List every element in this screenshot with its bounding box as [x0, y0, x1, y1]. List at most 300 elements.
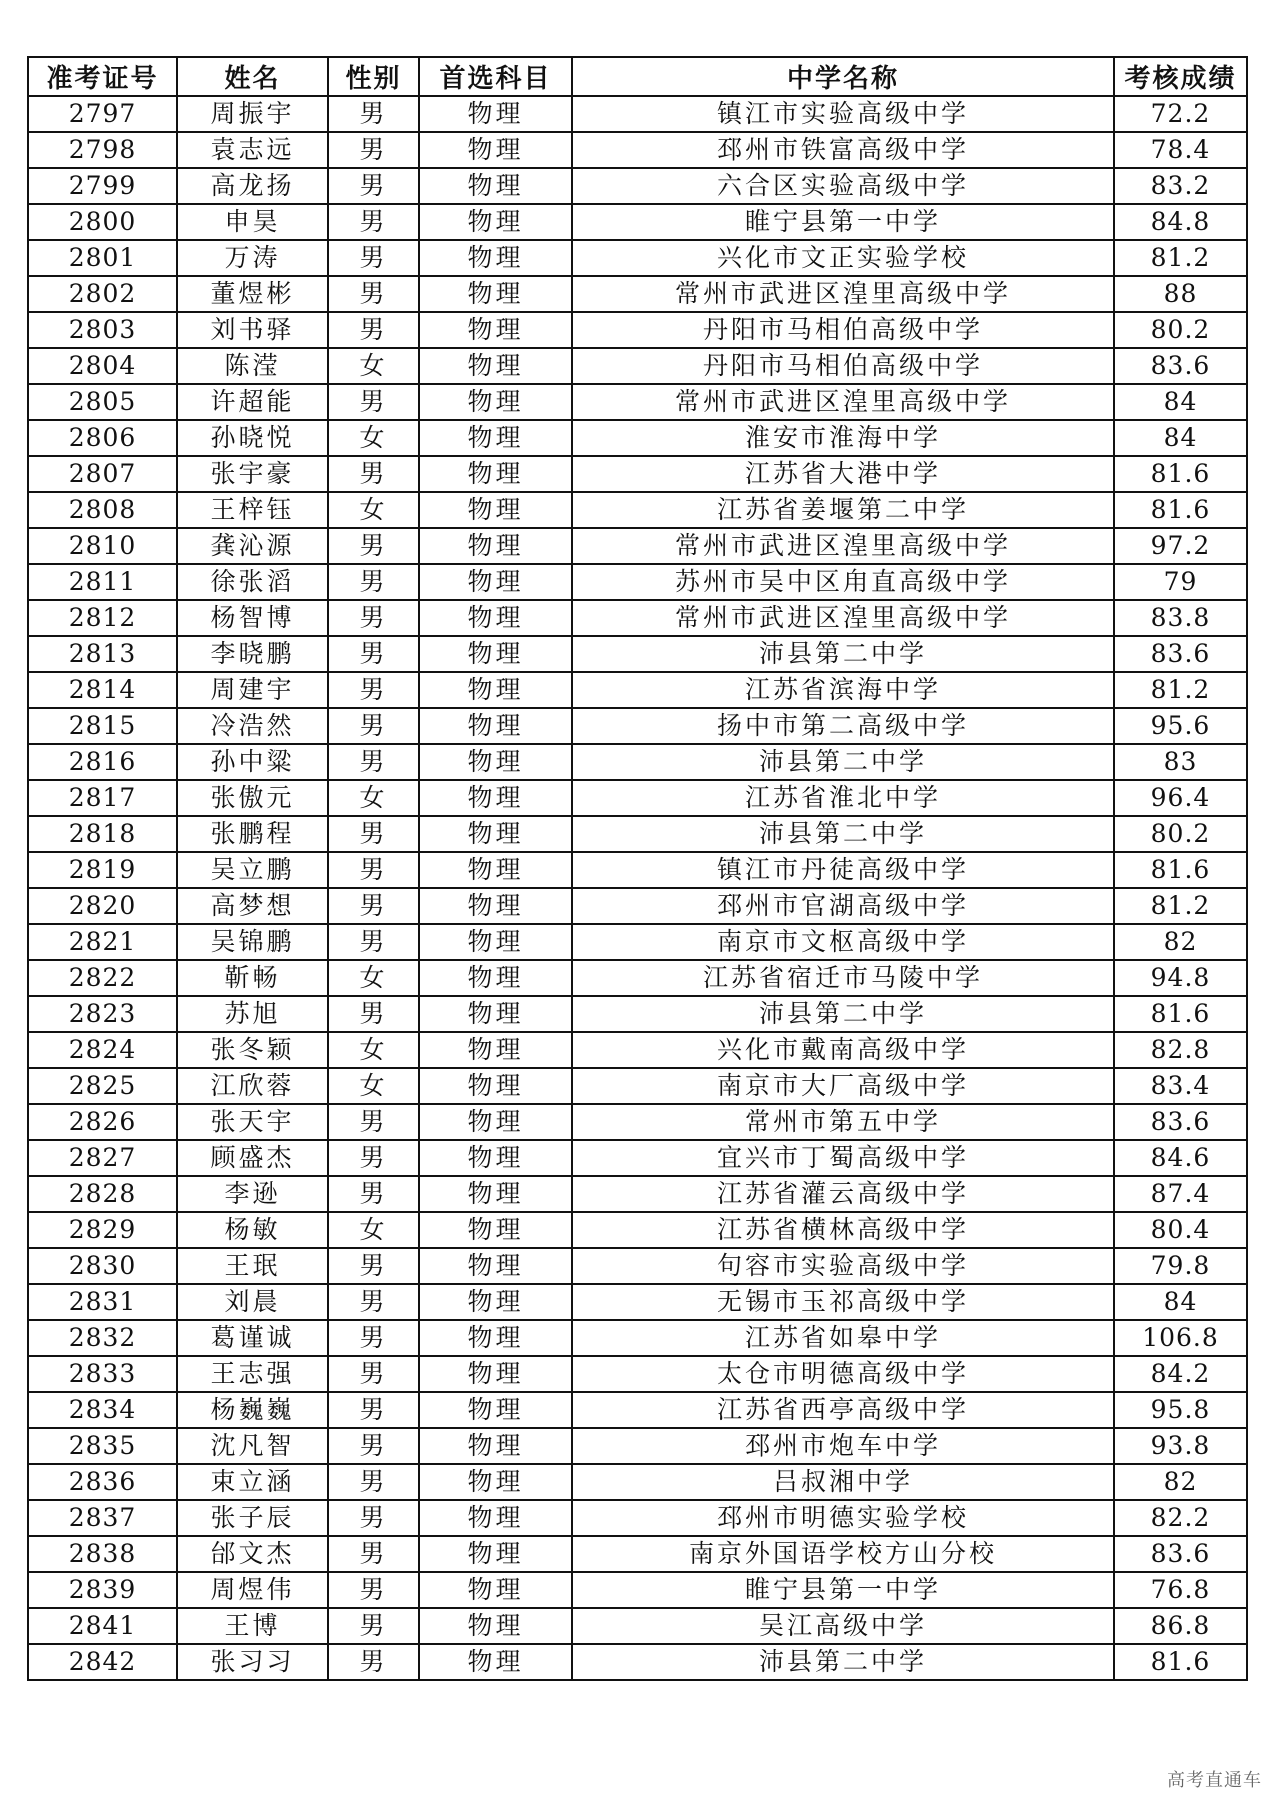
table-row: [28, 1356, 1247, 1392]
cell-school: 六合区实验高级中学: [572, 168, 1114, 204]
cell-score: 81.6: [1114, 1644, 1247, 1680]
table-row: [28, 1284, 1247, 1320]
cell-school: 邳州市炮车中学: [572, 1428, 1114, 1464]
cell-school: 吕叔湘中学: [572, 1464, 1114, 1500]
cell-gender: 女: [328, 348, 419, 384]
cell-exam-id: 2814: [28, 672, 177, 708]
cell-gender: 男: [328, 1428, 419, 1464]
cell-school: 太仓市明德高级中学: [572, 1356, 1114, 1392]
table-row: [28, 1140, 1247, 1176]
cell-score: 76.8: [1114, 1572, 1247, 1608]
cell-name: 许超能: [177, 384, 328, 420]
cell-gender: 男: [328, 1320, 419, 1356]
cell-school: 丹阳市马相伯高级中学: [572, 348, 1114, 384]
cell-name: 张冬颖: [177, 1032, 328, 1068]
table-row: [28, 852, 1247, 888]
table-row: [28, 780, 1247, 816]
cell-name: 李逊: [177, 1176, 328, 1212]
cell-gender: 男: [328, 1644, 419, 1680]
cell-subject: 物理: [419, 960, 572, 996]
cell-score: 84.2: [1114, 1356, 1247, 1392]
cell-exam-id: 2838: [28, 1536, 177, 1572]
cell-exam-id: 2807: [28, 456, 177, 492]
cell-exam-id: 2826: [28, 1104, 177, 1140]
table-row: [28, 312, 1247, 348]
table-row: [28, 132, 1247, 168]
cell-gender: 女: [328, 1212, 419, 1248]
header-subject: 首选科目: [419, 57, 572, 96]
cell-subject: 物理: [419, 384, 572, 420]
cell-exam-id: 2800: [28, 204, 177, 240]
cell-gender: 男: [328, 1248, 419, 1284]
cell-subject: 物理: [419, 1572, 572, 1608]
table-row: [28, 996, 1247, 1032]
cell-gender: 男: [328, 1536, 419, 1572]
cell-name: 周建宇: [177, 672, 328, 708]
cell-school: 宜兴市丁蜀高级中学: [572, 1140, 1114, 1176]
table-row: [28, 1392, 1247, 1428]
cell-score: 84.6: [1114, 1140, 1247, 1176]
cell-exam-id: 2834: [28, 1392, 177, 1428]
cell-exam-id: 2816: [28, 744, 177, 780]
cell-school: 句容市实验高级中学: [572, 1248, 1114, 1284]
cell-subject: 物理: [419, 492, 572, 528]
cell-score: 81.6: [1114, 456, 1247, 492]
cell-score: 79.8: [1114, 1248, 1247, 1284]
cell-gender: 男: [328, 1104, 419, 1140]
cell-exam-id: 2841: [28, 1608, 177, 1644]
cell-school: 江苏省姜堰第二中学: [572, 492, 1114, 528]
cell-score: 80.4: [1114, 1212, 1247, 1248]
cell-score: 86.8: [1114, 1608, 1247, 1644]
table-row: [28, 240, 1247, 276]
cell-exam-id: 2820: [28, 888, 177, 924]
cell-subject: 物理: [419, 132, 572, 168]
cell-school: 江苏省大港中学: [572, 456, 1114, 492]
table-row: [28, 1644, 1247, 1680]
cell-subject: 物理: [419, 276, 572, 312]
cell-gender: 男: [328, 816, 419, 852]
cell-exam-id: 2808: [28, 492, 177, 528]
table-row: [28, 636, 1247, 672]
cell-gender: 男: [328, 384, 419, 420]
header-exam-id: 准考证号: [28, 57, 177, 96]
cell-subject: 物理: [419, 600, 572, 636]
cell-school: 常州市第五中学: [572, 1104, 1114, 1140]
cell-exam-id: 2812: [28, 600, 177, 636]
cell-exam-id: 2825: [28, 1068, 177, 1104]
cell-school: 镇江市实验高级中学: [572, 96, 1114, 132]
table-row: [28, 1032, 1247, 1068]
cell-gender: 男: [328, 924, 419, 960]
cell-school: 南京市文枢高级中学: [572, 924, 1114, 960]
cell-school: 南京外国语学校方山分校: [572, 1536, 1114, 1572]
cell-name: 张宇豪: [177, 456, 328, 492]
cell-school: 无锡市玉祁高级中学: [572, 1284, 1114, 1320]
cell-score: 95.6: [1114, 708, 1247, 744]
cell-school: 邳州市铁富高级中学: [572, 132, 1114, 168]
cell-subject: 物理: [419, 420, 572, 456]
cell-name: 王志强: [177, 1356, 328, 1392]
cell-score: 84: [1114, 420, 1247, 456]
cell-school: 沛县第二中学: [572, 816, 1114, 852]
cell-exam-id: 2813: [28, 636, 177, 672]
cell-exam-id: 2828: [28, 1176, 177, 1212]
cell-gender: 男: [328, 1392, 419, 1428]
cell-school: 兴化市文正实验学校: [572, 240, 1114, 276]
cell-gender: 男: [328, 204, 419, 240]
cell-name: 靳畅: [177, 960, 328, 996]
cell-subject: 物理: [419, 744, 572, 780]
table-row: [28, 456, 1247, 492]
cell-name: 张习习: [177, 1644, 328, 1680]
cell-name: 周振宇: [177, 96, 328, 132]
cell-exam-id: 2822: [28, 960, 177, 996]
cell-gender: 男: [328, 996, 419, 1032]
cell-score: 81.2: [1114, 888, 1247, 924]
cell-exam-id: 2818: [28, 816, 177, 852]
table-row: [28, 744, 1247, 780]
cell-name: 陈滢: [177, 348, 328, 384]
cell-school: 扬中市第二高级中学: [572, 708, 1114, 744]
cell-school: 江苏省如皋中学: [572, 1320, 1114, 1356]
cell-score: 88: [1114, 276, 1247, 312]
cell-gender: 男: [328, 888, 419, 924]
cell-name: 王珉: [177, 1248, 328, 1284]
cell-score: 82: [1114, 1464, 1247, 1500]
cell-name: 苏旭: [177, 996, 328, 1032]
cell-exam-id: 2815: [28, 708, 177, 744]
header-school: 中学名称: [572, 57, 1114, 96]
cell-score: 83.6: [1114, 1536, 1247, 1572]
cell-score: 81.2: [1114, 672, 1247, 708]
cell-exam-id: 2810: [28, 528, 177, 564]
cell-score: 84: [1114, 1284, 1247, 1320]
cell-school: 睢宁县第一中学: [572, 204, 1114, 240]
cell-school: 江苏省西亭高级中学: [572, 1392, 1114, 1428]
cell-subject: 物理: [419, 528, 572, 564]
cell-score: 83.6: [1114, 348, 1247, 384]
cell-subject: 物理: [419, 1176, 572, 1212]
table-row: [28, 492, 1247, 528]
cell-score: 97.2: [1114, 528, 1247, 564]
cell-name: 邰文杰: [177, 1536, 328, 1572]
cell-score: 93.8: [1114, 1428, 1247, 1464]
cell-score: 94.8: [1114, 960, 1247, 996]
cell-exam-id: 2806: [28, 420, 177, 456]
cell-score: 83.4: [1114, 1068, 1247, 1104]
cell-school: 邳州市明德实验学校: [572, 1500, 1114, 1536]
cell-school: 淮安市淮海中学: [572, 420, 1114, 456]
cell-score: 106.8: [1114, 1320, 1247, 1356]
cell-subject: 物理: [419, 1320, 572, 1356]
table-row: [28, 1212, 1247, 1248]
table-row: [28, 1608, 1247, 1644]
cell-exam-id: 2817: [28, 780, 177, 816]
cell-subject: 物理: [419, 1428, 572, 1464]
cell-subject: 物理: [419, 1464, 572, 1500]
cell-school: 沛县第二中学: [572, 744, 1114, 780]
cell-exam-id: 2832: [28, 1320, 177, 1356]
cell-subject: 物理: [419, 1284, 572, 1320]
cell-name: 孙中粱: [177, 744, 328, 780]
table-row: [28, 1572, 1247, 1608]
cell-score: 79: [1114, 564, 1247, 600]
table-row: [28, 168, 1247, 204]
cell-subject: 物理: [419, 1536, 572, 1572]
cell-exam-id: 2829: [28, 1212, 177, 1248]
cell-gender: 女: [328, 960, 419, 996]
cell-exam-id: 2833: [28, 1356, 177, 1392]
cell-exam-id: 2797: [28, 96, 177, 132]
cell-exam-id: 2798: [28, 132, 177, 168]
table-row: [28, 564, 1247, 600]
cell-school: 兴化市戴南高级中学: [572, 1032, 1114, 1068]
cell-name: 吴锦鹏: [177, 924, 328, 960]
cell-exam-id: 2837: [28, 1500, 177, 1536]
cell-exam-id: 2803: [28, 312, 177, 348]
cell-score: 82.2: [1114, 1500, 1247, 1536]
cell-name: 周煜伟: [177, 1572, 328, 1608]
cell-gender: 男: [328, 600, 419, 636]
cell-school: 沛县第二中学: [572, 1644, 1114, 1680]
cell-name: 袁志远: [177, 132, 328, 168]
cell-subject: 物理: [419, 816, 572, 852]
cell-gender: 女: [328, 492, 419, 528]
watermark: 高考直通车: [1167, 1770, 1262, 1791]
cell-score: 83.2: [1114, 168, 1247, 204]
table-row: [28, 816, 1247, 852]
header-row: [28, 57, 1247, 96]
cell-gender: 男: [328, 744, 419, 780]
cell-name: 张天宇: [177, 1104, 328, 1140]
cell-subject: 物理: [419, 672, 572, 708]
cell-name: 高龙扬: [177, 168, 328, 204]
table-row: [28, 1536, 1247, 1572]
cell-subject: 物理: [419, 888, 572, 924]
cell-name: 高梦想: [177, 888, 328, 924]
table-row: [28, 384, 1247, 420]
cell-subject: 物理: [419, 1500, 572, 1536]
cell-gender: 女: [328, 420, 419, 456]
table-row: [28, 708, 1247, 744]
cell-score: 83.6: [1114, 636, 1247, 672]
cell-subject: 物理: [419, 1104, 572, 1140]
cell-subject: 物理: [419, 1392, 572, 1428]
cell-gender: 女: [328, 780, 419, 816]
cell-gender: 男: [328, 276, 419, 312]
cell-school: 常州市武进区湟里高级中学: [572, 384, 1114, 420]
cell-gender: 男: [328, 852, 419, 888]
cell-exam-id: 2805: [28, 384, 177, 420]
cell-gender: 男: [328, 1464, 419, 1500]
cell-school: 沛县第二中学: [572, 636, 1114, 672]
cell-name: 张傲元: [177, 780, 328, 816]
cell-subject: 物理: [419, 708, 572, 744]
cell-gender: 男: [328, 240, 419, 276]
table-row: [28, 1068, 1247, 1104]
cell-name: 张子辰: [177, 1500, 328, 1536]
cell-gender: 男: [328, 1500, 419, 1536]
cell-school: 吴江高级中学: [572, 1608, 1114, 1644]
cell-exam-id: 2831: [28, 1284, 177, 1320]
cell-name: 杨敏: [177, 1212, 328, 1248]
table-row: [28, 924, 1247, 960]
cell-score: 78.4: [1114, 132, 1247, 168]
table-row: [28, 276, 1247, 312]
cell-score: 82.8: [1114, 1032, 1247, 1068]
cell-subject: 物理: [419, 312, 572, 348]
cell-school: 苏州市吴中区甪直高级中学: [572, 564, 1114, 600]
cell-gender: 女: [328, 1032, 419, 1068]
score-table: [27, 56, 1248, 1681]
cell-subject: 物理: [419, 1608, 572, 1644]
cell-name: 杨智博: [177, 600, 328, 636]
cell-gender: 男: [328, 1176, 419, 1212]
cell-gender: 女: [328, 1068, 419, 1104]
cell-name: 王梓钰: [177, 492, 328, 528]
cell-score: 80.2: [1114, 816, 1247, 852]
cell-name: 孙晓悦: [177, 420, 328, 456]
cell-subject: 物理: [419, 1212, 572, 1248]
cell-subject: 物理: [419, 348, 572, 384]
table-row: [28, 600, 1247, 636]
cell-gender: 男: [328, 96, 419, 132]
table-row: [28, 1104, 1247, 1140]
cell-name: 刘晨: [177, 1284, 328, 1320]
cell-gender: 男: [328, 1608, 419, 1644]
cell-score: 72.2: [1114, 96, 1247, 132]
cell-exam-id: 2827: [28, 1140, 177, 1176]
cell-school: 邳州市官湖高级中学: [572, 888, 1114, 924]
cell-name: 申昊: [177, 204, 328, 240]
cell-school: 江苏省滨海中学: [572, 672, 1114, 708]
cell-exam-id: 2835: [28, 1428, 177, 1464]
table-row: [28, 96, 1247, 132]
cell-score: 87.4: [1114, 1176, 1247, 1212]
cell-exam-id: 2830: [28, 1248, 177, 1284]
cell-name: 王博: [177, 1608, 328, 1644]
cell-exam-id: 2824: [28, 1032, 177, 1068]
cell-score: 95.8: [1114, 1392, 1247, 1428]
table-row: [28, 1500, 1247, 1536]
cell-subject: 物理: [419, 924, 572, 960]
cell-exam-id: 2811: [28, 564, 177, 600]
cell-name: 束立涵: [177, 1464, 328, 1500]
cell-name: 冷浩然: [177, 708, 328, 744]
cell-name: 顾盛杰: [177, 1140, 328, 1176]
cell-school: 南京市大厂高级中学: [572, 1068, 1114, 1104]
cell-gender: 男: [328, 528, 419, 564]
cell-subject: 物理: [419, 1644, 572, 1680]
cell-subject: 物理: [419, 1140, 572, 1176]
table-row: [28, 204, 1247, 240]
cell-subject: 物理: [419, 456, 572, 492]
cell-school: 常州市武进区湟里高级中学: [572, 600, 1114, 636]
cell-exam-id: 2823: [28, 996, 177, 1032]
cell-score: 81.2: [1114, 240, 1247, 276]
cell-name: 沈凡智: [177, 1428, 328, 1464]
cell-subject: 物理: [419, 1248, 572, 1284]
cell-school: 常州市武进区湟里高级中学: [572, 528, 1114, 564]
table-row: [28, 1176, 1247, 1212]
cell-name: 徐张滔: [177, 564, 328, 600]
cell-score: 96.4: [1114, 780, 1247, 816]
table-body: [28, 96, 1247, 1680]
table-row: [28, 528, 1247, 564]
cell-exam-id: 2802: [28, 276, 177, 312]
cell-exam-id: 2804: [28, 348, 177, 384]
cell-gender: 男: [328, 708, 419, 744]
cell-name: 万涛: [177, 240, 328, 276]
cell-subject: 物理: [419, 204, 572, 240]
cell-exam-id: 2801: [28, 240, 177, 276]
cell-score: 84.8: [1114, 204, 1247, 240]
cell-gender: 男: [328, 132, 419, 168]
table-row: [28, 960, 1247, 996]
cell-score: 83.6: [1114, 1104, 1247, 1140]
cell-name: 江欣蓉: [177, 1068, 328, 1104]
table-row: [28, 348, 1247, 384]
cell-school: 镇江市丹徒高级中学: [572, 852, 1114, 888]
cell-gender: 男: [328, 636, 419, 672]
cell-score: 83.8: [1114, 600, 1247, 636]
cell-name: 刘书驿: [177, 312, 328, 348]
cell-exam-id: 2839: [28, 1572, 177, 1608]
cell-exam-id: 2842: [28, 1644, 177, 1680]
cell-name: 李晓鹏: [177, 636, 328, 672]
cell-subject: 物理: [419, 96, 572, 132]
cell-subject: 物理: [419, 564, 572, 600]
cell-exam-id: 2836: [28, 1464, 177, 1500]
cell-name: 葛谨诚: [177, 1320, 328, 1356]
cell-school: 常州市武进区湟里高级中学: [572, 276, 1114, 312]
cell-score: 83: [1114, 744, 1247, 780]
cell-school: 丹阳市马相伯高级中学: [572, 312, 1114, 348]
cell-gender: 男: [328, 564, 419, 600]
cell-subject: 物理: [419, 168, 572, 204]
cell-subject: 物理: [419, 996, 572, 1032]
table-row: [28, 420, 1247, 456]
cell-school: 江苏省淮北中学: [572, 780, 1114, 816]
cell-gender: 男: [328, 1572, 419, 1608]
header-score: 考核成绩: [1114, 57, 1247, 96]
cell-score: 81.6: [1114, 852, 1247, 888]
cell-subject: 物理: [419, 1068, 572, 1104]
cell-school: 睢宁县第一中学: [572, 1572, 1114, 1608]
header-name: 姓名: [177, 57, 328, 96]
cell-school: 江苏省宿迁市马陵中学: [572, 960, 1114, 996]
table-row: [28, 888, 1247, 924]
cell-gender: 男: [328, 1284, 419, 1320]
cell-gender: 男: [328, 312, 419, 348]
cell-gender: 男: [328, 1140, 419, 1176]
cell-gender: 男: [328, 672, 419, 708]
cell-name: 吴立鹏: [177, 852, 328, 888]
cell-subject: 物理: [419, 1032, 572, 1068]
header-gender: 性别: [328, 57, 419, 96]
cell-score: 81.6: [1114, 996, 1247, 1032]
cell-gender: 男: [328, 168, 419, 204]
cell-gender: 男: [328, 456, 419, 492]
cell-school: 沛县第二中学: [572, 996, 1114, 1032]
cell-score: 81.6: [1114, 492, 1247, 528]
cell-subject: 物理: [419, 636, 572, 672]
cell-name: 张鹏程: [177, 816, 328, 852]
cell-subject: 物理: [419, 852, 572, 888]
table-row: [28, 1428, 1247, 1464]
table-row: [28, 1320, 1247, 1356]
